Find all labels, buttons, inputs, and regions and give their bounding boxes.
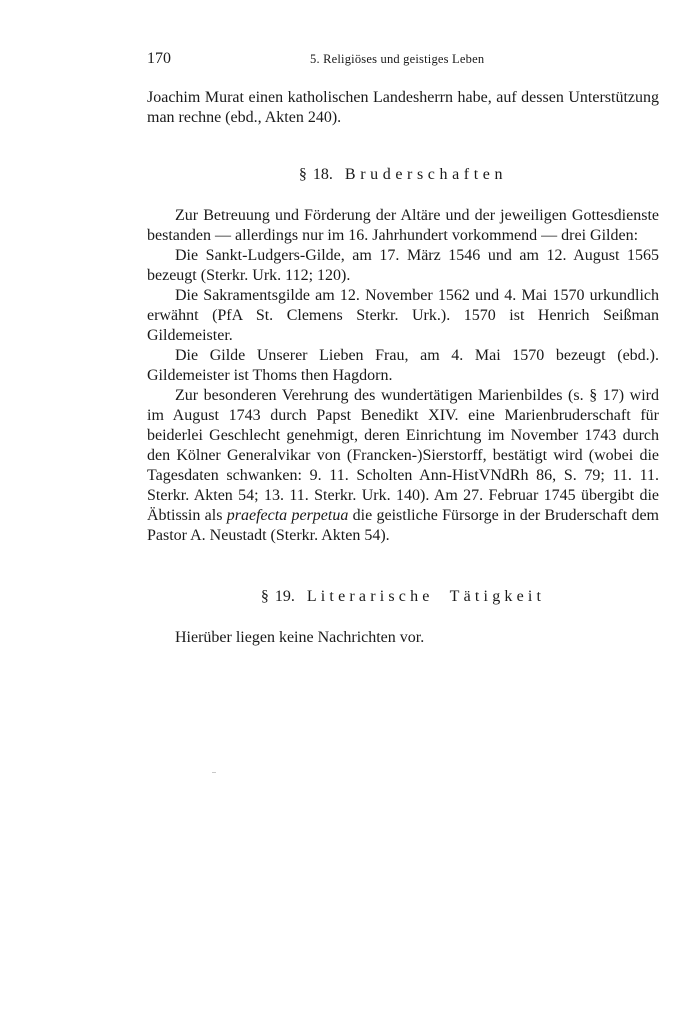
section-18-paragraph-3: Die Sakramentsgilde am 12. November 1562 und 4. Mai 1570 urkundlich erwähnt (PfA St. Clemens Sterkr. Urk.). 1570 ist Henrich Seißman Gildemeister.	[147, 287, 659, 344]
scan-artifact-mark	[212, 772, 216, 773]
section-19-number: 19.	[274, 588, 295, 605]
section-18-paragraph-1: Zur Betreuung und Förderung der Altäre und der jeweiligen Gottesdienste bestanden — allerdings nur im 16. Jahrhundert vorkommend — drei Gilden:	[147, 207, 659, 244]
page-number: 170	[147, 50, 171, 67]
section-18-heading	[147, 166, 659, 184]
running-head	[147, 50, 659, 74]
section-18-number: 18.	[312, 166, 333, 183]
latin-term: praefecta perpetua	[226, 507, 349, 524]
section-19-heading	[147, 588, 659, 606]
section-18-paragraph-5	[147, 386, 659, 546]
section-19-sign: §	[260, 588, 269, 605]
opening-paragraph: Joachim Murat einen katholischen Landesherrn habe, auf dessen Unterstützung man rechne (ebd., Akten 240).	[147, 89, 659, 126]
section-19-title-word-1: Literarische	[306, 588, 434, 605]
running-title: 5. Religiöses und geistiges Leben	[310, 52, 485, 66]
paragraph-5-text-end: die geistliche Fürsorge in der Bruderschaft dem Pastor A. Neustadt (Sterkr. Akten 54).	[147, 507, 659, 544]
book-page	[147, 50, 659, 648]
section-18-sign: §	[298, 166, 307, 183]
section-18-paragraph-2: Die Sankt-Ludgers-Gilde, am 17. März 1546 und am 12. August 1565 bezeugt (Sterkr. Urk. 112; 120).	[147, 247, 659, 284]
section-18-paragraph-4: Die Gilde Unserer Lieben Frau, am 4. Mai 1570 bezeugt (ebd.). Gildemeister ist Thoms then Hagdorn.	[147, 347, 659, 384]
paragraph-5-text-start: Zur besonderen Verehrung des wundertätigen Marienbildes (s. § 17) wird im August 1743 durch Papst Benedikt XIV. eine Marienbruderschaft für beiderlei Geschlecht genehmigt, deren Einrichtung im November 1743 durch den Kölner Generalvikar von (Francken-)Sierstorff, bestätigt wird (wobei die Tagesdaten schwanken: 9. 11. Scholten Ann-HistVNdRh 86, S. 79; 11. 11. Sterkr. Akten 54; 13. 11. Sterkr. Urk. 140). Am 27. Februar 1745 übergibt die Äbtissin als	[147, 387, 659, 524]
section-19-paragraph: Hierüber liegen keine Nachrichten vor.	[175, 629, 425, 646]
section-19-title-word-2: Tätigkeit	[449, 588, 546, 605]
section-18-title: Bruderschaften	[344, 166, 508, 183]
